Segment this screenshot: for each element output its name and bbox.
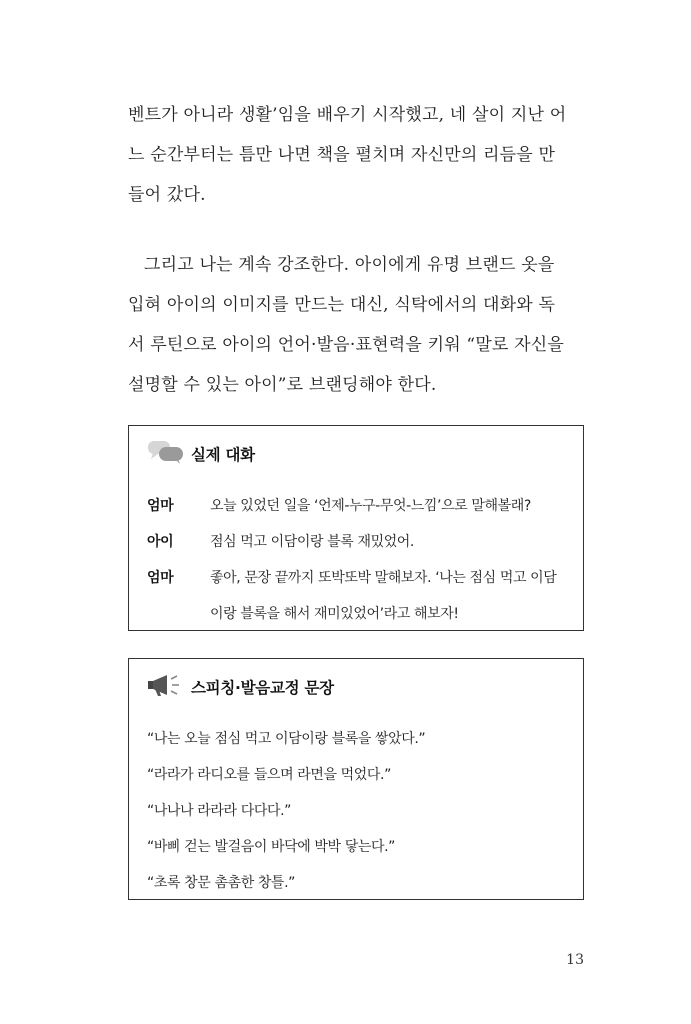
speech-box-header <box>147 675 334 699</box>
paragraph-line: 입혀 아이의 이미지를 만드는 대신, 식탁에서의 대화와 독 <box>128 295 556 315</box>
sentence-list <box>147 721 569 901</box>
paragraph-line: 느 순간부터는 틈만 나면 책을 펼치며 자신만의 리듬을 만 <box>128 145 556 165</box>
speaker-label: 엄마 <box>147 570 174 586</box>
body-paragraph-1 <box>128 95 584 215</box>
practice-sentence: “바삐 걷는 발걸음이 바닥에 박박 닿는다.” <box>147 839 395 855</box>
dialog-text: 좋아, 문장 끝까지 또박또박 말해보자. ‘나는 점심 먹고 이담이랑 블록을 해서 재미있었어’라고 해보자! <box>210 570 557 622</box>
speech-practice-box <box>128 658 584 900</box>
practice-sentence: “초록 창문 촘촘한 창틀.” <box>147 875 296 891</box>
dialog-row <box>147 560 569 632</box>
dialog-row <box>147 488 569 524</box>
paragraph-line: 설명할 수 있는 아이”로 브랜딩해야 한다. <box>128 375 437 395</box>
practice-sentence: “나는 오늘 점심 먹고 이담이랑 블록을 쌓았다.” <box>147 731 426 747</box>
dialog-row <box>147 524 569 560</box>
megaphone-icon <box>147 673 185 701</box>
speech-box-title: 스피칭·발음교정 문장 <box>191 679 334 697</box>
practice-sentence: “나나나 라라라 다다다.” <box>147 803 291 819</box>
dialog-text: 오늘 있었던 일을 ‘언제-누구-무엇-느낌’으로 말해볼래? <box>210 498 531 514</box>
page-number: 13 <box>566 952 584 968</box>
paragraph-line: 그리고 나는 계속 강조한다. 아이에게 유명 브랜드 옷을 <box>144 255 555 275</box>
practice-sentence: “라라가 라디오를 들으며 라면을 먹었다.” <box>147 767 391 783</box>
paragraph-line: 서 루틴으로 아이의 언어·발음·표현력을 키워 “말로 자신을 <box>128 335 565 355</box>
conversation-box-header <box>147 442 255 466</box>
chat-bubbles-icon <box>147 440 185 468</box>
paragraph-line: 벤트가 아니라 생활’임을 배우기 시작했고, 네 살이 지난 어 <box>128 105 567 125</box>
conversation-box <box>128 425 584 631</box>
speaker-label: 엄마 <box>147 498 174 514</box>
dialog-list <box>147 488 569 632</box>
dialog-text: 점심 먹고 이담이랑 블록 재밌었어. <box>210 534 414 550</box>
body-paragraph-2 <box>128 245 584 405</box>
speaker-label: 아이 <box>147 534 174 550</box>
paragraph-line: 들어 갔다. <box>128 185 206 205</box>
conversation-box-title: 실제 대화 <box>191 446 255 464</box>
